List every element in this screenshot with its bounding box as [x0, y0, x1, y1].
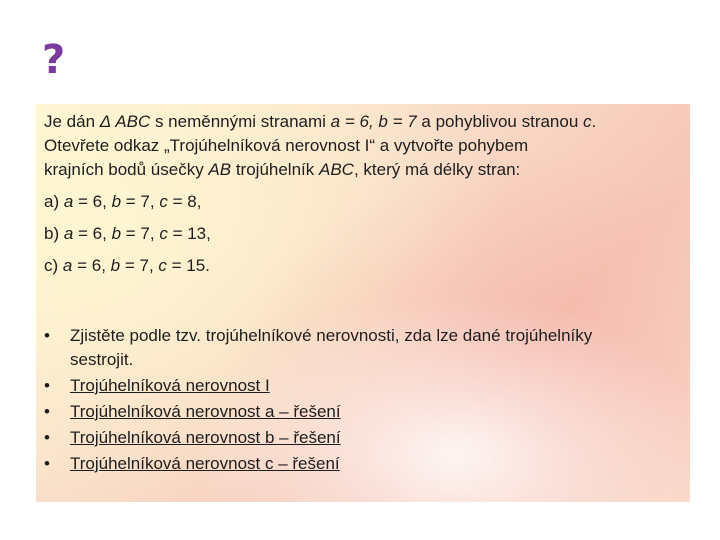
- link-nerovnost-i[interactable]: Trojúhelníková nerovnost I: [70, 376, 270, 395]
- link-reseni-c[interactable]: Trojúhelníková nerovnost c – řešení: [70, 454, 340, 473]
- list-item: [44, 324, 644, 372]
- bullet-marker: •: [44, 428, 50, 447]
- task-instruction: Zjistěte podle tzv. trojúhelníkové nerovnosti, zda lze dané trojúhelníky sestrojit.: [70, 326, 593, 369]
- list-item: [44, 374, 644, 398]
- task-item-b: b) a = 6, b = 7, c = 13,: [44, 224, 211, 243]
- bullet-marker: •: [44, 376, 50, 395]
- intro-line-2: Otevřete odkaz „Trojúhelníková nerovnost I“ a vytvořte pohybem: [44, 136, 529, 155]
- intro-line-3: krajních bodů úsečky AB trojúhelník ABC, který má délky stran:: [44, 160, 521, 179]
- bullet-marker: •: [44, 402, 50, 421]
- link-reseni-b[interactable]: Trojúhelníková nerovnost b – řešení: [70, 428, 341, 447]
- link-reseni-a[interactable]: Trojúhelníková nerovnost a – řešení: [70, 402, 341, 421]
- bullet-list: [44, 324, 644, 478]
- task-item-a: a) a = 6, b = 7, c = 8,: [44, 192, 202, 211]
- assignment-text: [44, 110, 690, 278]
- list-item: [44, 452, 644, 476]
- bullet-marker: •: [44, 454, 50, 473]
- content-panel: [36, 104, 690, 502]
- slide-title: ?: [42, 37, 66, 83]
- intro-line-1: Je dán Δ ABC s neměnnými stranami a = 6, b = 7 a pohyblivou stranou c.: [44, 112, 597, 131]
- task-item-c: c) a = 6, b = 7, c = 15.: [44, 256, 210, 275]
- list-item: [44, 400, 644, 424]
- list-item: [44, 426, 644, 450]
- bullet-marker: •: [44, 326, 50, 345]
